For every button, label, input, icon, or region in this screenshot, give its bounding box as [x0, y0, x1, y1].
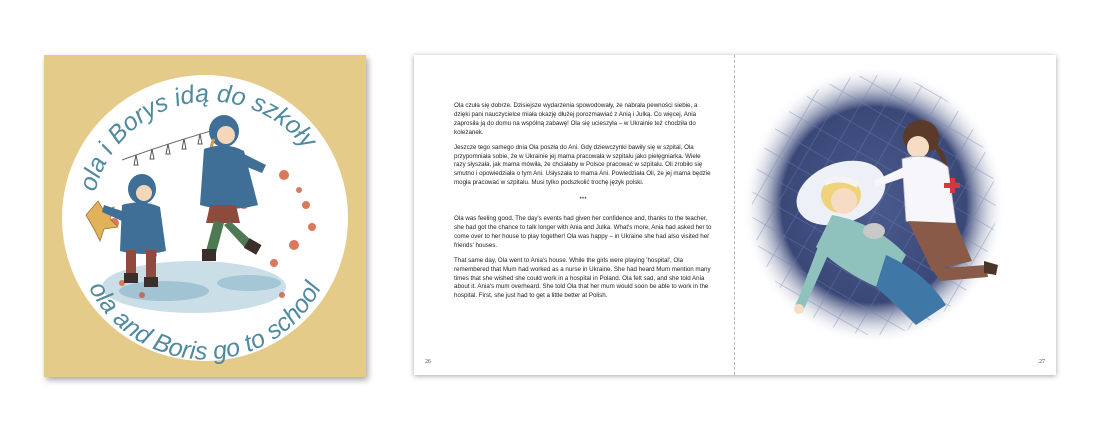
book-cover — [44, 55, 366, 377]
book-spread — [414, 55, 1056, 375]
page-number-right: 27 — [1039, 359, 1045, 365]
left-page — [414, 55, 734, 375]
paragraph-pl-2: Jeszcze tego samego dnia Ola poszła do Ani. Gdy dziewczynki bawiły się w szpital, Ola przypomniała sobie, że w Ukrainie jej mama pracowała w szpitalu jako pielęgniarka. Wiele razy słyszała, jak mama mówiła, że chciałaby w Polsce pracować w szpitalu. Oli zrobiło się smutno i opowiedziała o tym Ani. Usłyszała to mama Ani. Powiedziała Oli, że jej mama będzie mogła pracować w szpitalu. Musi tylko podszkolić trochę język polski. — [454, 143, 711, 187]
page-gutter — [734, 55, 735, 375]
page-text — [454, 102, 712, 307]
page-number-left: 26 — [425, 359, 431, 365]
hospital-play-illustration — [736, 55, 1056, 375]
cover-title-english: ola and Boris go to school — [83, 276, 327, 366]
paragraph-pl-1: Ola czuła się dobrze. Dzisiejsze wydarzenia spowodowały, że nabrała pewności siebie, a dzięki pani nauczycielce miała okazję dłużej porozmawiać z Anią i Julką. Co więcej, Ania zaprosiła ją do domu na wspólną zabawę! Ola się ucieszyła – w Ukrainie też chodziła do koleżanek. — [454, 102, 698, 136]
toy-cat — [863, 223, 885, 239]
cover-title-polish: ola i Borys idą do szkoły — [73, 79, 323, 194]
right-page — [736, 55, 1056, 375]
cover-illustration — [44, 55, 366, 377]
paragraph-en-1: Ola was feeling good. The day's events had given her confidence and, thanks to the teacher, she had got the chance to talk longer with Ania and Julka. What's more, Ania had asked her to come over to her house to play together! Ola was happy – in Ukraine she had also visited her friends' houses. — [454, 215, 712, 249]
paragraph-en-2: That same day, Ola went to Ania's house. While the girls were playing 'hospital', Ola remembered that Mum had worked as a nurse in Ukraine. She had heard Mum mention many times that she wished she could work in a hospital in Poland. Ola felt sad, and she told Ania about it. Ania's mum overheard. She told Ola that her mum would soon be able to work in the hospital. First, she just had to get a little better at Polish. — [454, 256, 711, 300]
section-separator: *** — [579, 196, 587, 204]
